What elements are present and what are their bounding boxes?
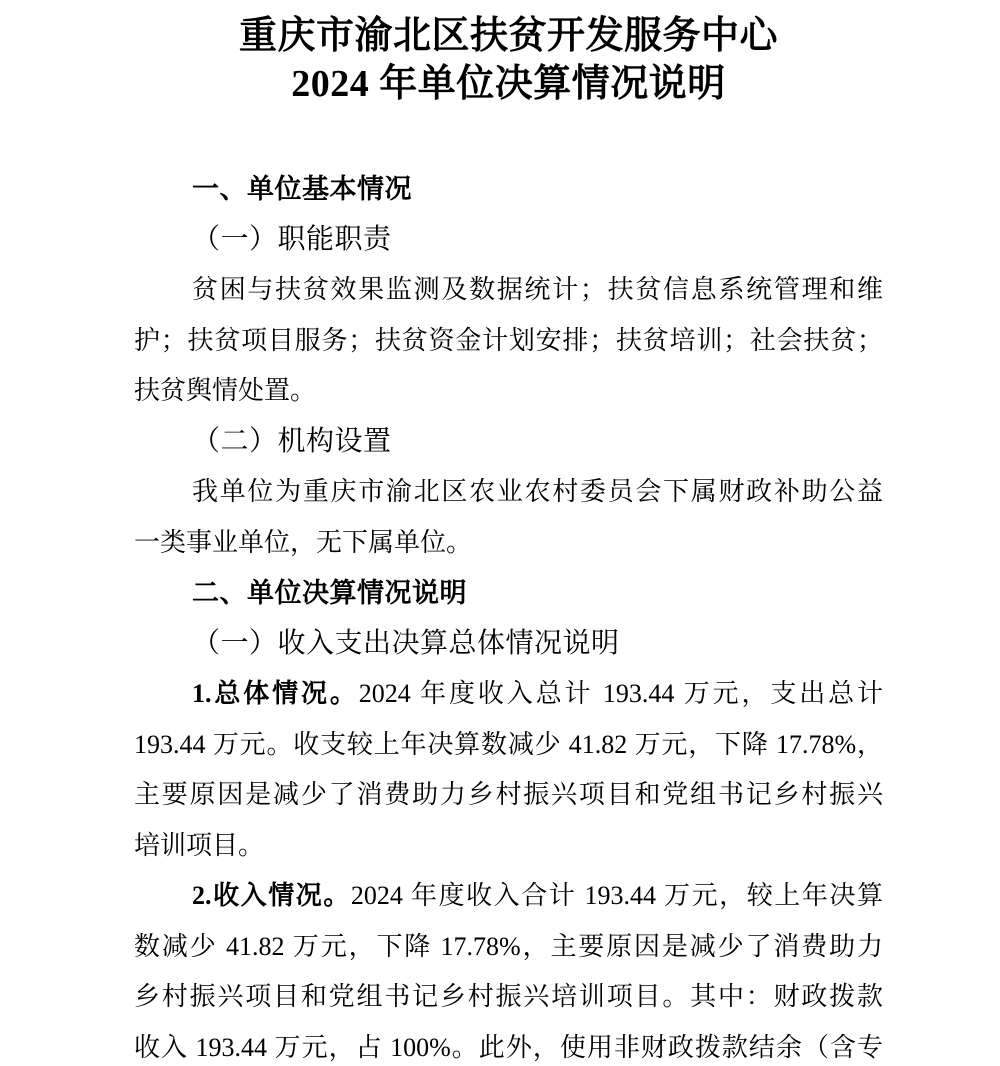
section2-para2-line1-rest: 2024 年度收入合计 193.44 万元，较上年决算 xyxy=(350,881,883,910)
section-1-subheading-2: （二）机构设置 xyxy=(192,425,392,457)
section2-para1-line1 xyxy=(134,669,883,720)
section2-para1-line3: 主要原因是减少了消费助力乡村振兴项目和党组书记乡村振兴 xyxy=(134,780,883,809)
title-line-2: 2024 年单位决算情况说明 xyxy=(291,63,726,105)
section2-para2-lead: 2.收入情况。 xyxy=(192,881,351,910)
document-body xyxy=(134,164,883,1066)
section2-para1-line1-rest: 2024 年度收入总计 193.44 万元，支出总计 xyxy=(358,679,883,708)
section2-para1-lead: 1.总体情况。 xyxy=(192,679,359,708)
section-2-heading: 二、单位决算情况说明 xyxy=(192,578,467,608)
section1-para1-line2: 护；扶贫项目服务；扶贫资金计划安排；扶贫培训；社会扶贫； xyxy=(134,325,883,355)
document-title xyxy=(134,0,883,108)
section1-para1-line1: 贫困与扶贫效果监测及数据统计；扶贫信息系统管理和维 xyxy=(192,275,883,304)
section1-para2-line2: 一类事业单位，无下属单位。 xyxy=(134,527,473,557)
section-1-heading: 一、单位基本情况 xyxy=(192,174,412,204)
section2-para2-line2: 数减少 41.82 万元，下降 17.78%，主要原因是减少了消费助力 xyxy=(134,931,883,961)
title-line-1: 重庆市渝北区扶贫开发服务中心 xyxy=(238,15,778,57)
section-1-subheading-1: （一）职能职责 xyxy=(192,223,392,255)
document-content-column xyxy=(134,0,883,1066)
section-2-subheading-1: （一）收入支出决算总体情况说明 xyxy=(192,627,620,659)
section2-para2-line4: 收入 193.44 万元，占 100%。此外，使用非财政拨款结余（含专 xyxy=(134,1032,883,1062)
section2-para2-line1 xyxy=(134,871,883,922)
section1-para1-line3: 扶贫舆情处置。 xyxy=(134,376,317,405)
section1-para2-line1: 我单位为重庆市渝北区农业农村委员会下属财政补助公益 xyxy=(192,477,883,506)
section2-para2-line3: 乡村振兴项目和党组书记乡村振兴培训项目。其中：财政拨款 xyxy=(134,982,883,1011)
section2-para1-line2: 193.44 万元。收支较上年决算数减少 41.82 万元，下降 17.78%， xyxy=(134,729,883,759)
section2-para1-line4: 培训项目。 xyxy=(134,830,265,860)
